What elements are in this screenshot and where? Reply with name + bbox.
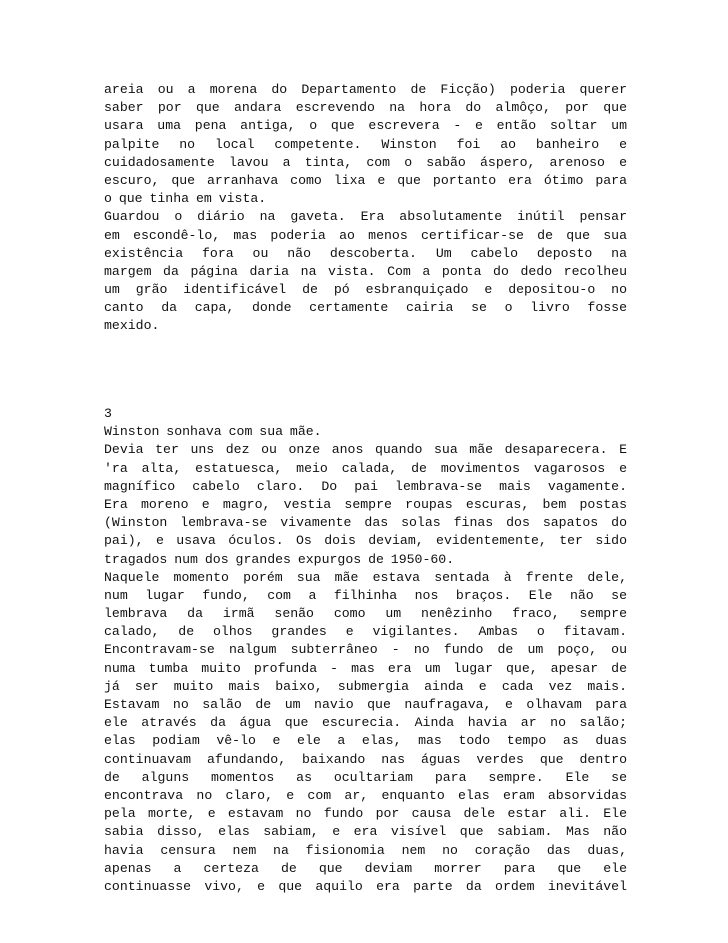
- document-page: [104, 0, 627, 943]
- text-line: em escondê-lo, mas poderia ao menos certificar-se de que sua: [104, 227, 627, 243]
- text-line: um grão identificável de pó esbranquiçado e depositou-o no: [104, 282, 627, 298]
- text-line: usara uma pena antiga, o que escrevera - e então soltar um: [104, 118, 627, 134]
- paragraph-block-1: [104, 81, 627, 336]
- text-line: cuidadosamente lavou a tinta, com o sabão áspero, arenoso e: [104, 154, 627, 170]
- text-line: elas podiam vê-lo e ele a elas, mas todo tempo as duas: [104, 733, 627, 749]
- text-line: encontrava no claro, e com ar, enquanto elas eram absorvidas: [104, 787, 627, 803]
- text-line: mexido.: [104, 318, 160, 334]
- text-line: 'ra alta, estatuesca, meio calada, de movimentos vagarosos e: [104, 460, 627, 476]
- text-line: canto da capa, donde certamente cairia se o livro fosse: [104, 300, 627, 316]
- text-line: 3: [104, 406, 112, 421]
- text-line: palpite no local competente. Winston foi ao banheiro e: [104, 136, 627, 152]
- text-line: continuavam afundando, baixando nas águas verdes que dentro: [104, 751, 627, 767]
- text-line: pela morte, e estavam no fundo por causa dele estar ali. Ele: [104, 806, 627, 822]
- text-line: areia ou a morena do Departamento de Ficção) poderia querer: [104, 82, 627, 97]
- text-line: existência fora ou não descoberta. Um cabelo deposto na: [104, 245, 627, 261]
- text-line: já ser muito mais baixo, submergia ainda e cada vez mais.: [104, 678, 627, 694]
- text-line: havia censura nem na fisionomia nem no coração das duas,: [104, 842, 627, 858]
- text-line: num lugar fundo, com a filhinha nos braços. Ele não se: [104, 587, 627, 603]
- text-line: ele através da água que escurecia. Ainda havia ar no salão;: [104, 715, 627, 731]
- text-line: pai), e usava óculos. Os dois deviam, evidentemente, ter sido: [104, 533, 627, 549]
- text-line: (Winston lembrava-se vivamente das solas finas dos sapatos do: [104, 515, 627, 531]
- text-line: Guardou o diário na gaveta. Era absolutamente inútil pensar: [104, 209, 627, 225]
- paragraph-block-2: [104, 405, 627, 896]
- text-line: sabia disso, elas sabiam, e era visível que sabiam. Mas não: [104, 824, 627, 840]
- text-line: magnífico cabelo claro. Do pai lembrava-se mais vagamente.: [104, 478, 627, 494]
- text-line: de alguns momentos as ocultariam para sempre. Ele se: [104, 769, 627, 785]
- text-line: Era moreno e magro, vestia sempre roupas escuras, bem postas: [104, 496, 627, 512]
- text-line: Estavam no salão de um navio que naufragava, e olhavam para: [104, 697, 627, 712]
- text-line: Naquele momento porém sua mãe estava sentada à frente dele,: [104, 569, 627, 585]
- text-line: continuasse vivo, e que aquilo era parte da ordem inevitável: [104, 878, 627, 894]
- text-line: Winston sonhava com sua mãe.: [104, 424, 322, 440]
- text-line: tragados num dos grandes expurgos de 1950-60.: [104, 551, 455, 567]
- text-line: margem da página daria na vista. Com a ponta do dedo recolheu: [104, 263, 627, 279]
- text-line: numa tumba muito profunda - mas era um lugar que, apesar de: [104, 660, 627, 676]
- text-line: saber por que andara escrevendo na hora do almôço, por que: [104, 100, 627, 116]
- text-line: o que tinha em vista.: [104, 191, 267, 207]
- text-line: calado, de olhos grandes e vigilantes. Ambas o fitavam.: [104, 624, 627, 640]
- text-line: escuro, que arranhava como lixa e que portanto era ótimo para: [104, 172, 627, 188]
- text-line: Encontravam-se nalgum subterrâneo - no fundo de um poço, ou: [104, 642, 627, 658]
- text-line: apenas a certeza de que deviam morrer para que ele: [104, 860, 627, 876]
- text-line: lembrava da irmã senão como um nenêzinho fraco, sempre: [104, 606, 627, 622]
- text-line: Devia ter uns dez ou onze anos quando sua mãe desaparecera. E: [104, 442, 627, 458]
